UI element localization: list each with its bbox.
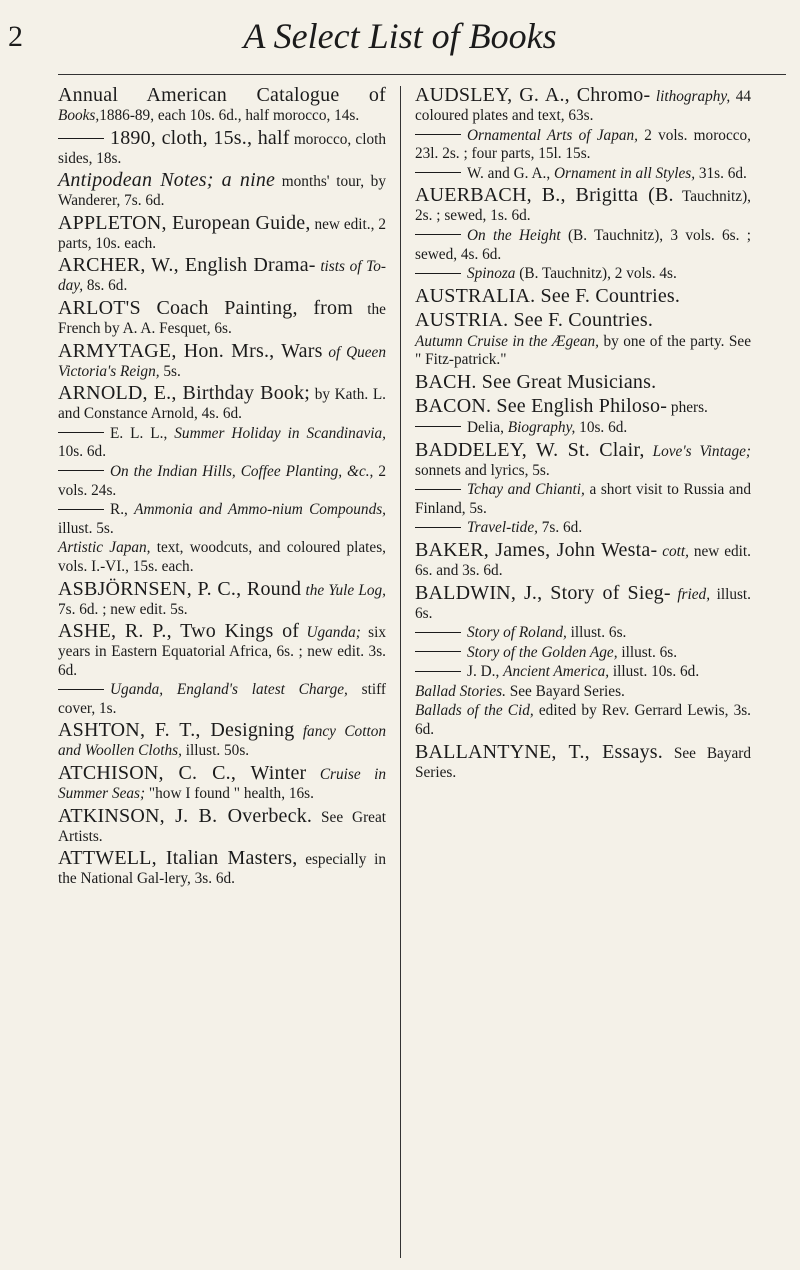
catalogue-entry xyxy=(415,481,751,518)
entry-title: Travel-tide, xyxy=(467,519,538,537)
entry-title: of Queen Victoria's Reign, xyxy=(58,343,386,380)
catalogue-entry xyxy=(58,212,386,254)
entry-text: 7s. 6d. xyxy=(537,519,583,537)
entry-title: Ornamental Arts of Japan, xyxy=(467,126,638,144)
entry-heading: ASHE, R. P., Two Kings of xyxy=(58,620,300,643)
entry-text: the French by A. A. Fesquet, 6s. xyxy=(58,300,386,337)
ditto-dash xyxy=(415,671,461,672)
catalogue-entry xyxy=(58,501,386,538)
entry-title: Love's Vintage; xyxy=(652,442,751,460)
entry-text: illust. 5s. xyxy=(58,519,114,537)
entry-text: "how I found " health, 16s. xyxy=(145,785,314,803)
entry-title: On the Indian Hills, Coffee Planting, &c., xyxy=(110,462,374,480)
ditto-dash xyxy=(415,172,461,173)
entry-heading: Annual American Catalogue of xyxy=(58,84,386,106)
entry-heading: ATTWELL, Italian Masters, xyxy=(58,847,298,870)
ditto-dash xyxy=(415,489,461,490)
entry-text: E. L. L., xyxy=(110,424,175,442)
catalogue-entry xyxy=(415,127,751,164)
header-rule xyxy=(58,74,786,75)
entry-text: (B. Tauchnitz), 3 vols. 6s. ; sewed, 4s. 6d. xyxy=(415,226,751,263)
catalogue-entry xyxy=(58,297,386,339)
entry-text: new edit., 2 parts, 10s. each. xyxy=(58,215,387,252)
entry-text: stiff cover, 1s. xyxy=(58,681,386,717)
catalogue-entry xyxy=(415,265,751,284)
entry-text: illust. 10s. 6d. xyxy=(609,663,700,681)
entry-text: months' tour, by Wanderer, 7s. 6d. xyxy=(58,173,386,210)
entry-text: illust. 6s. xyxy=(617,643,678,661)
ditto-dash xyxy=(415,632,461,633)
entry-text: text, woodcuts, and coloured plates, vols. I.-VI., 15s. each. xyxy=(58,539,386,575)
entry-title: On the Height xyxy=(467,226,561,244)
catalogue-entry xyxy=(415,227,751,264)
entry-heading: Antipodean Notes; a nine xyxy=(58,169,276,192)
entry-title: Ornament in all Styles, xyxy=(553,164,696,182)
catalogue-entry xyxy=(58,719,386,761)
entry-text: phers. xyxy=(670,398,708,416)
entry-heading: APPLETON, European Guide, xyxy=(58,211,311,234)
entry-title: lithography, xyxy=(655,88,731,105)
entry-heading: ASHTON, F. T., Designing xyxy=(58,719,295,742)
entry-heading: ARMYTAGE, Hon. Mrs., Wars xyxy=(58,339,323,362)
catalogue-entry xyxy=(58,127,386,169)
entry-title: Cruise in Summer Seas; xyxy=(58,766,386,803)
entry-heading: AUSTRALIA. See F. Countries. xyxy=(415,284,681,307)
page-number: 2 xyxy=(8,20,23,53)
catalogue-entry xyxy=(58,254,386,296)
entry-text: six years in Eastern Equatorial Africa, 6s. ; new edit. 3s. 6d. xyxy=(58,624,386,679)
catalogue-entry xyxy=(58,84,386,126)
entry-text: edited by Rev. Gerrard Lewis, 3s. 6d. xyxy=(415,702,752,739)
entry-heading: AUSTRIA. See F. Countries. xyxy=(415,308,654,331)
catalogue-entry xyxy=(415,84,751,126)
catalogue-entry xyxy=(58,681,386,718)
catalogue-entry xyxy=(415,663,751,682)
catalogue-entry xyxy=(415,395,751,418)
catalogue-entry xyxy=(58,620,386,680)
entry-title: Ballads of the Cid, xyxy=(415,702,534,720)
entry-heading: BADDELEY, W. St. Clair, xyxy=(415,438,645,461)
catalogue-entry xyxy=(58,382,386,424)
entry-text: Tauchnitz), 2s. ; sewed, 1s. 6d. xyxy=(415,188,751,225)
entry-heading: ARLOT'S Coach Painting, from xyxy=(58,296,353,319)
entry-heading: BACON. See English Philoso- xyxy=(415,394,668,417)
entry-title: tists of To-day, xyxy=(58,258,386,295)
entry-heading: AUDSLEY, G. A., Chromo- xyxy=(415,84,651,106)
catalogue-entry xyxy=(58,847,386,889)
entry-text: 44 coloured plates and text, 63s. xyxy=(415,88,752,124)
entry-text: 10s. 6d. xyxy=(575,418,628,436)
ditto-dash xyxy=(58,432,104,433)
entry-heading: BALDWIN, J., Story of Sieg- xyxy=(415,581,671,604)
entry-title: Tchay and Chianti, xyxy=(467,481,585,499)
entry-text: a short visit to Russia and Finland, 5s. xyxy=(415,481,751,517)
catalogue-entry xyxy=(415,624,751,643)
entry-title: cott, xyxy=(662,542,689,560)
entry-title: Story of the Golden Age, xyxy=(467,643,618,661)
ditto-dash xyxy=(415,234,461,235)
entry-text: 2 vols. 24s. xyxy=(58,462,386,499)
entry-heading: ATKINSON, J. B. Overbeck. xyxy=(58,804,313,827)
ditto-dash xyxy=(58,470,104,471)
entry-text: sonnets and lyrics, 5s. xyxy=(415,461,550,479)
entry-heading: BALLANTYNE, T., Essays. xyxy=(415,740,663,763)
entry-title: Ancient America, xyxy=(503,663,610,681)
left-column xyxy=(58,84,386,890)
entry-text: morocco, cloth sides, 18s. xyxy=(58,130,386,167)
entry-title: the Yule Log, xyxy=(305,581,386,599)
page-header: A Select List of Books xyxy=(243,16,557,56)
entry-text: Delia, xyxy=(467,418,508,436)
catalogue-entry xyxy=(58,539,386,576)
catalogue-entry xyxy=(415,519,751,538)
entry-text: W. and G. A., xyxy=(467,164,554,182)
entry-heading: ARNOLD, E., Birthday Book; xyxy=(58,382,311,405)
entry-heading: ARCHER, W., English Drama- xyxy=(58,254,316,277)
entry-text: by Kath. L. and Constance Arnold, 4s. 6d. xyxy=(58,386,386,423)
catalogue-entry xyxy=(58,762,386,804)
entry-text: illust. 6s. xyxy=(566,624,627,642)
entry-text: by one of the party. See " Fitz-patrick." xyxy=(415,332,751,369)
entry-title: Ammonia and Ammo-nium Compounds, xyxy=(134,501,386,519)
entry-title: Uganda, England's latest Charge, xyxy=(110,681,348,699)
entry-text: See Bayard Series. xyxy=(415,744,752,781)
catalogue-entry xyxy=(415,333,751,370)
ditto-dash xyxy=(58,138,104,139)
entry-title: Biography, xyxy=(507,418,576,436)
ditto-dash xyxy=(415,527,461,528)
entry-text: new edit. 6s. and 3s. 6d. xyxy=(415,542,751,579)
entry-text: illust. 6s. xyxy=(415,585,752,622)
entry-text: (B. Tauchnitz), 2 vols. 4s. xyxy=(515,265,677,283)
catalogue-entry xyxy=(415,285,751,308)
ditto-dash xyxy=(415,651,461,652)
entry-title: fancy Cotton and Woollen Cloths, xyxy=(58,723,386,760)
ditto-dash xyxy=(415,273,461,274)
entry-text: 8s. 6d. xyxy=(83,277,128,295)
catalogue-entry xyxy=(415,582,751,624)
catalogue-entry xyxy=(415,702,751,739)
catalogue-entry xyxy=(415,439,751,481)
catalogue-entry xyxy=(415,741,751,783)
entry-heading: ASBJÖRNSEN, P. C., Round xyxy=(58,577,302,600)
entry-text: especially in the National Gal-lery, 3s. 6d. xyxy=(58,851,386,888)
entry-heading: 1890, cloth, 15s., half xyxy=(110,126,290,149)
ditto-dash xyxy=(415,134,461,135)
entry-heading: AUERBACH, B., Brigitta (B. xyxy=(415,184,674,207)
catalogue-entry xyxy=(58,578,386,620)
catalogue-entry xyxy=(415,371,751,394)
entry-text: 31s. 6d. xyxy=(695,164,747,182)
entry-title: fried, xyxy=(677,585,711,603)
entry-title: Spinoza xyxy=(467,265,516,283)
entry-title: Summer Holiday in Scandinavia, xyxy=(174,424,386,442)
entry-title: Artistic Japan, xyxy=(58,539,151,557)
entry-heading: ATCHISON, C. C., Winter xyxy=(58,762,307,785)
catalogue-entry xyxy=(58,425,386,462)
entry-text: 1886-89, each 10s. 6d., half morocco, 14s. xyxy=(99,107,360,124)
entry-title: Story of Roland, xyxy=(467,624,567,642)
entry-text: illust. 50s. xyxy=(181,742,250,760)
ditto-dash xyxy=(58,509,104,510)
catalogue-entry xyxy=(58,805,386,847)
entry-title: Uganda; xyxy=(306,624,361,642)
catalogue-entry xyxy=(415,309,751,332)
ditto-dash xyxy=(415,426,461,427)
entry-text: See Great Artists. xyxy=(58,808,387,845)
catalogue-entry xyxy=(58,463,386,500)
catalogue-entry xyxy=(415,184,751,226)
entry-text: 7s. 6d. ; new edit. 5s. xyxy=(58,600,188,618)
ditto-dash xyxy=(58,689,104,690)
catalogue-entry xyxy=(58,169,386,211)
entry-text: R., xyxy=(110,501,135,519)
entry-title: Autumn Cruise in the Ægean, xyxy=(415,332,600,350)
entry-title: Ballad Stories. xyxy=(415,682,506,700)
column-divider xyxy=(400,86,401,1258)
entry-text: 2 vols. morocco, 23l. 2s. ; four parts, 15l. 15s. xyxy=(415,126,751,163)
entry-heading: BACH. See Great Musicians. xyxy=(415,370,657,393)
right-column xyxy=(415,84,751,783)
entry-text: J. D., xyxy=(467,663,504,681)
catalogue-entry xyxy=(415,165,751,184)
catalogue-entry xyxy=(415,644,751,663)
catalogue-entry xyxy=(58,340,386,382)
entry-text: See Bayard Series. xyxy=(505,682,625,700)
catalogue-entry xyxy=(415,419,751,438)
catalogue-entry xyxy=(415,539,751,581)
entry-text: 10s. 6d. xyxy=(58,443,107,461)
catalogue-entry xyxy=(415,683,751,702)
entry-title: Books, xyxy=(58,107,100,124)
entry-text: 5s. xyxy=(159,362,181,380)
entry-heading: BAKER, James, John Westa- xyxy=(415,538,658,561)
